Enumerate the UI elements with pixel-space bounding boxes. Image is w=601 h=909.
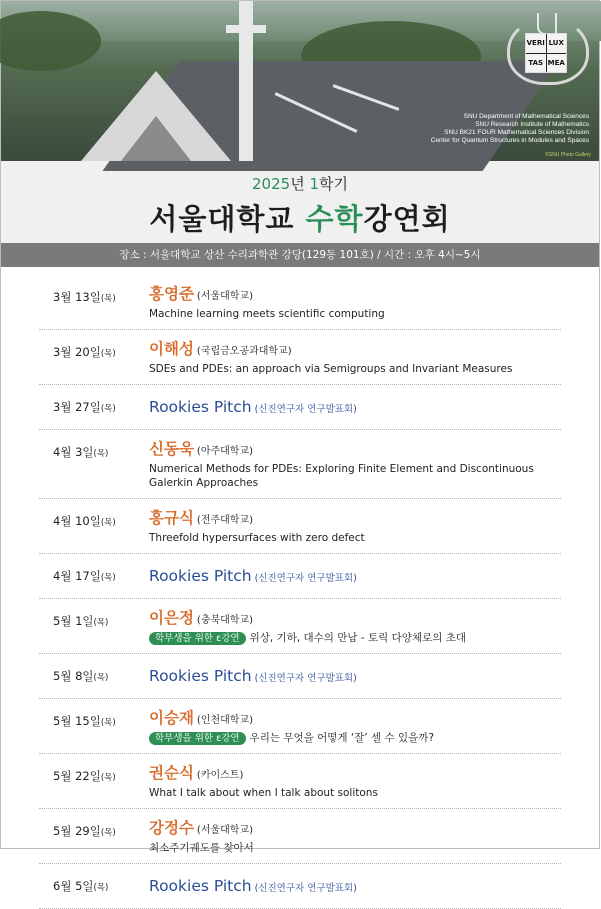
crest-text: TAS bbox=[526, 54, 546, 73]
date-text: 5월 8일 bbox=[53, 669, 94, 683]
talk-info bbox=[149, 699, 561, 753]
day-of-week: (목) bbox=[93, 618, 109, 628]
page-title bbox=[1, 197, 599, 238]
talk-date bbox=[39, 699, 149, 753]
talk-title bbox=[149, 362, 561, 376]
talk-date bbox=[39, 499, 149, 553]
speaker-line bbox=[149, 339, 561, 362]
schedule-row bbox=[39, 654, 561, 699]
venue-bar: 장소 : 서울대학교 상산 수리과학관 강당(129동 101호) / 시간 : 오후 4시~5시 bbox=[1, 243, 599, 267]
talk-title-text: Numerical Methods for PDEs: Exploring Finite Element and Discontinuous Galerkin Approaches bbox=[149, 463, 534, 489]
rookies-pitch-label: Rookies Pitch bbox=[149, 398, 252, 416]
schedule-row bbox=[39, 554, 561, 599]
date-text: 3월 27일 bbox=[53, 400, 101, 414]
talk-date bbox=[39, 554, 149, 598]
schedule-list bbox=[1, 267, 599, 909]
schedule-row bbox=[39, 499, 561, 554]
talk-date bbox=[39, 275, 149, 329]
day-of-week: (목) bbox=[93, 883, 109, 893]
speaker-affiliation: (서울대학교) bbox=[196, 825, 254, 836]
talk-info bbox=[149, 330, 561, 384]
speaker-name: 이은정 bbox=[149, 609, 194, 627]
day-of-week: (목) bbox=[100, 294, 116, 304]
day-of-week: (목) bbox=[100, 404, 116, 414]
talk-info bbox=[149, 599, 561, 653]
schedule-row bbox=[39, 430, 561, 499]
talk-date bbox=[39, 599, 149, 653]
talk-date bbox=[39, 864, 149, 908]
talk-info bbox=[149, 554, 561, 598]
talk-info bbox=[149, 275, 561, 329]
talk-title bbox=[149, 786, 561, 800]
schedule-row bbox=[39, 864, 561, 909]
undergrad-lecture-badge: 학부생을 위한 ε강연 bbox=[149, 732, 246, 745]
crest-text: LUX bbox=[547, 34, 567, 53]
title-band bbox=[1, 161, 599, 243]
day-of-week: (목) bbox=[93, 673, 109, 683]
speaker-line bbox=[149, 284, 561, 307]
speaker-affiliation: (전주대학교) bbox=[196, 515, 254, 526]
speaker-affiliation: (국립금오공과대학교) bbox=[196, 346, 292, 357]
talk-date bbox=[39, 754, 149, 808]
talk-date bbox=[39, 654, 149, 698]
crest-text: VERI bbox=[526, 34, 546, 53]
speaker-line bbox=[149, 818, 561, 841]
day-of-week: (목) bbox=[100, 773, 116, 783]
organizer-list bbox=[431, 113, 589, 145]
talk-date bbox=[39, 809, 149, 863]
rookies-pitch-subtitle: (신진연구자 연구발표회) bbox=[254, 673, 357, 684]
day-of-week: (목) bbox=[100, 518, 116, 528]
organizer-line: SNU Research Institute of Mathematics bbox=[475, 121, 589, 128]
talk-title bbox=[149, 731, 561, 745]
rookies-pitch-subtitle: (신진연구자 연구발표회) bbox=[254, 404, 357, 415]
schedule-row bbox=[39, 699, 561, 754]
rookies-pitch-title bbox=[149, 873, 561, 900]
talk-title bbox=[149, 531, 561, 545]
talk-info bbox=[149, 809, 561, 863]
speaker-name: 권순식 bbox=[149, 764, 194, 782]
crest-text: MEA bbox=[547, 54, 567, 73]
talk-title-text: Threefold hypersurfaces with zero defect bbox=[149, 532, 365, 544]
rookies-pitch-label: Rookies Pitch bbox=[149, 567, 252, 585]
speaker-line bbox=[149, 439, 561, 462]
semester-term: 1 bbox=[309, 175, 319, 193]
speaker-line bbox=[149, 508, 561, 531]
talk-title-text: SDEs and PDEs: an approach via Semigroups and Invariant Measures bbox=[149, 363, 513, 375]
talk-title-text: 우리는 무엇을 어떻게 ‘잘’ 셀 수 있을까? bbox=[249, 732, 435, 744]
rookies-pitch-title bbox=[149, 563, 561, 590]
gate-opening bbox=[121, 116, 191, 161]
schedule-row bbox=[39, 599, 561, 654]
speaker-affiliation: (인천대학교) bbox=[196, 715, 254, 726]
title-highlight: 수학 bbox=[305, 202, 364, 236]
date-text: 4월 10일 bbox=[53, 514, 101, 528]
date-text: 6월 5일 bbox=[53, 879, 94, 893]
speaker-line bbox=[149, 763, 561, 786]
rookies-pitch-label: Rookies Pitch bbox=[149, 667, 252, 685]
day-of-week: (목) bbox=[93, 449, 109, 459]
day-of-week: (목) bbox=[100, 573, 116, 583]
campus-photo bbox=[1, 1, 599, 161]
semester-year-suffix: 년 bbox=[290, 175, 310, 193]
crest-key-icon bbox=[537, 13, 557, 35]
day-of-week: (목) bbox=[100, 349, 116, 359]
organizer-line: Center for Quantum Structures in Modules and Spaces bbox=[430, 137, 589, 144]
photo-credit: ©SNU Photo Gallery bbox=[545, 152, 591, 158]
talk-info bbox=[149, 385, 561, 429]
speaker-name: 이해성 bbox=[149, 340, 194, 358]
undergrad-lecture-badge: 학부생을 위한 ε강연 bbox=[149, 632, 246, 645]
date-text: 4월 17일 bbox=[53, 569, 101, 583]
speaker-name: 홍규식 bbox=[149, 509, 194, 527]
semester-year: 2025 bbox=[252, 175, 291, 193]
talk-title-text: What I talk about when I talk about solitons bbox=[149, 787, 378, 799]
rookies-pitch-subtitle: (신진연구자 연구발표회) bbox=[254, 573, 357, 584]
talk-info bbox=[149, 864, 561, 908]
snu-crest-logo bbox=[495, 7, 581, 77]
schedule-row bbox=[39, 809, 561, 864]
organizer-line: SNU BK21 FOUR Mathematical Sciences Division bbox=[444, 129, 589, 136]
title-part: 강연회 bbox=[363, 202, 451, 236]
talk-info bbox=[149, 754, 561, 808]
semester-term-suffix: 학기 bbox=[319, 175, 348, 193]
rookies-pitch-subtitle: (신진연구자 연구발표회) bbox=[254, 883, 357, 894]
speaker-affiliation: (서울대학교) bbox=[196, 291, 254, 302]
speaker-name: 강정수 bbox=[149, 819, 194, 837]
talk-title-text: 위상, 기하, 대수의 만남 - 토릭 다양체로의 초대 bbox=[249, 632, 466, 644]
speaker-affiliation: (카이스트) bbox=[196, 770, 244, 781]
gate-crossbar bbox=[226, 25, 266, 33]
speaker-name: 홍영준 bbox=[149, 285, 194, 303]
speaker-line bbox=[149, 608, 561, 631]
talk-date bbox=[39, 330, 149, 384]
talk-date bbox=[39, 385, 149, 429]
talk-title bbox=[149, 841, 561, 855]
rookies-pitch-label: Rookies Pitch bbox=[149, 877, 252, 895]
schedule-row bbox=[39, 275, 561, 330]
talk-title bbox=[149, 631, 561, 645]
talk-title-text: 최소주기궤도를 찾아서 bbox=[149, 842, 254, 854]
speaker-name: 이승재 bbox=[149, 709, 194, 727]
date-text: 4월 3일 bbox=[53, 445, 94, 459]
day-of-week: (목) bbox=[100, 828, 116, 838]
speaker-name: 신동욱 bbox=[149, 440, 194, 458]
talk-title bbox=[149, 462, 561, 490]
schedule-row bbox=[39, 330, 561, 385]
rookies-pitch-title bbox=[149, 394, 561, 421]
talk-title bbox=[149, 307, 561, 321]
title-part: 서울대학교 bbox=[149, 202, 306, 236]
date-text: 5월 1일 bbox=[53, 614, 94, 628]
talk-info bbox=[149, 499, 561, 553]
speaker-affiliation: (아주대학교) bbox=[196, 446, 254, 457]
talk-date bbox=[39, 430, 149, 498]
organizer-line: SNU Department of Mathematical Sciences bbox=[463, 113, 589, 120]
speaker-affiliation: (충북대학교) bbox=[196, 615, 254, 626]
date-text: 3월 20일 bbox=[53, 345, 101, 359]
schedule-row bbox=[39, 385, 561, 430]
talk-info bbox=[149, 430, 561, 498]
speaker-line bbox=[149, 708, 561, 731]
date-text: 3월 13일 bbox=[53, 290, 101, 304]
crest-shield bbox=[525, 33, 567, 73]
date-text: 5월 29일 bbox=[53, 824, 101, 838]
talk-info bbox=[149, 654, 561, 698]
date-text: 5월 15일 bbox=[53, 714, 101, 728]
talk-title-text: Machine learning meets scientific computing bbox=[149, 308, 385, 320]
schedule-row bbox=[39, 754, 561, 809]
day-of-week: (목) bbox=[100, 718, 116, 728]
date-text: 5월 22일 bbox=[53, 769, 101, 783]
rookies-pitch-title bbox=[149, 663, 561, 690]
